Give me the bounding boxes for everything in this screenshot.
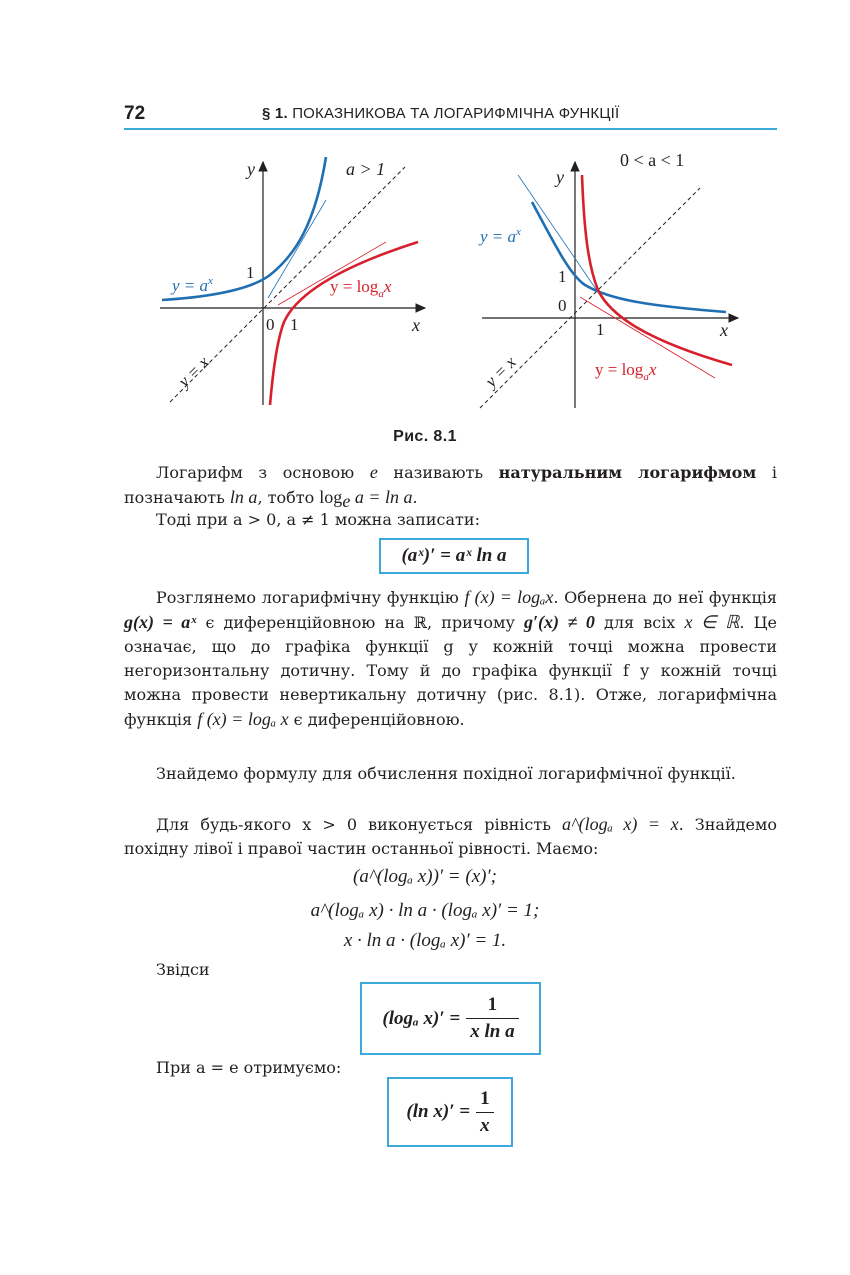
condition-label: a > 1 (346, 159, 386, 179)
y-tick-label: 1 (558, 267, 567, 286)
diagonal-line (480, 188, 700, 408)
paragraph-log-function: Розглянемо логарифмічну функцію f (x) = logₐx. Обернена до неї функція g(x) = aˣ є диференційовною на ℝ, причому g′(x) ≠ 0 для всіх x ∈ ℝ. Це означає, що до графіка функції g у кожній точці можна провести негоризонтальну дотичну. Тому й до графіка функції f у кожній точці можна провести невертикальну дотичну (рис. 8.1). Отже, логарифмічна функція f (x) = logₐ x є диференційовною. (124, 587, 778, 729)
section-title: ПОКАЗНИКОВА ТА ЛОГАРИФМІЧНА ФУНКЦІЇ (292, 105, 620, 122)
page-number: 72 (124, 103, 146, 124)
condition-label: 0 < a < 1 (620, 150, 685, 170)
formula-box-ln-derivative: (ln x)′ = $\frac{1}{x}$ (387, 1077, 513, 1147)
running-title (262, 105, 619, 122)
paragraph-natural-log: Логарифм з основою e називають натуральним логарифмом і позначають ln a, тобто $\log_e a = \ln a$. (124, 462, 777, 512)
fraction-denominator: x (480, 1114, 490, 1136)
fraction-numerator: 1 (476, 1086, 494, 1113)
log-label: $y = \log_ax$ (595, 360, 657, 383)
paragraph-when-a-equals-e: При a = e отримуємо: (156, 1058, 342, 1077)
diagonal-label: y = x (174, 352, 213, 391)
equation-1: (a^(logₐ x))′ = (x)′; (353, 866, 497, 887)
page-header (124, 100, 777, 130)
paragraph-then: Тоді при a > 0, a ≠ 1 можна записати: (156, 510, 480, 529)
equation-2: a^(logₐ x) · ln a · (logₐ x)′ = 1; (310, 900, 540, 921)
x-tick-label: 1 (290, 315, 299, 334)
paragraph-equality: Для будь-якого x > 0 виконується рівність a^(logₐ x) = x. Знайдемо похідну лівої і правої частин останньої рівності. Маємо: (124, 814, 778, 858)
x-tick-label: 1 (596, 320, 605, 339)
graph-a-between-0-1 (470, 150, 770, 415)
paragraph-find-formula: Знайдемо формулу для обчислення похідної логарифмічної функції. (156, 764, 736, 783)
equation-3: x · ln a · (logₐ x)′ = 1. (343, 930, 507, 951)
section-mark: § 1. (262, 105, 288, 122)
formula-box-log-derivative: (logₐ x)′ = $\frac{1}{\text{x ln a}}$ (360, 982, 541, 1055)
y-axis-label: y (247, 159, 255, 179)
log-label: $y = \log_ax$ (330, 277, 392, 300)
origin-label: 0 (266, 315, 275, 334)
graph-a-greater-1 (150, 150, 440, 415)
y-axis-label: y (556, 167, 564, 187)
y-tick-label: 1 (246, 263, 255, 282)
paragraph-hence: Звідси (156, 960, 210, 979)
term-natural-log: натуральним логарифмом (498, 463, 757, 482)
x-axis-label: x (720, 320, 728, 340)
log-curve (582, 175, 732, 365)
exp-label: $y = a^x$ (480, 226, 521, 246)
origin-label: 0 (558, 296, 567, 315)
header-rule (124, 128, 777, 130)
exp-label: $y = a^x$ (172, 275, 213, 295)
diagonal-label: y = x (481, 352, 520, 391)
exp-tangent (268, 200, 326, 298)
x-axis-label: x (412, 315, 420, 335)
formula-box-exp-derivative: (aˣ)′ = aˣ ln a (379, 538, 529, 574)
figure-caption: Рис. 8.1 (393, 428, 457, 445)
fraction-denominator: x ln a (470, 1021, 515, 1042)
fraction-numerator: 1 (466, 992, 518, 1019)
